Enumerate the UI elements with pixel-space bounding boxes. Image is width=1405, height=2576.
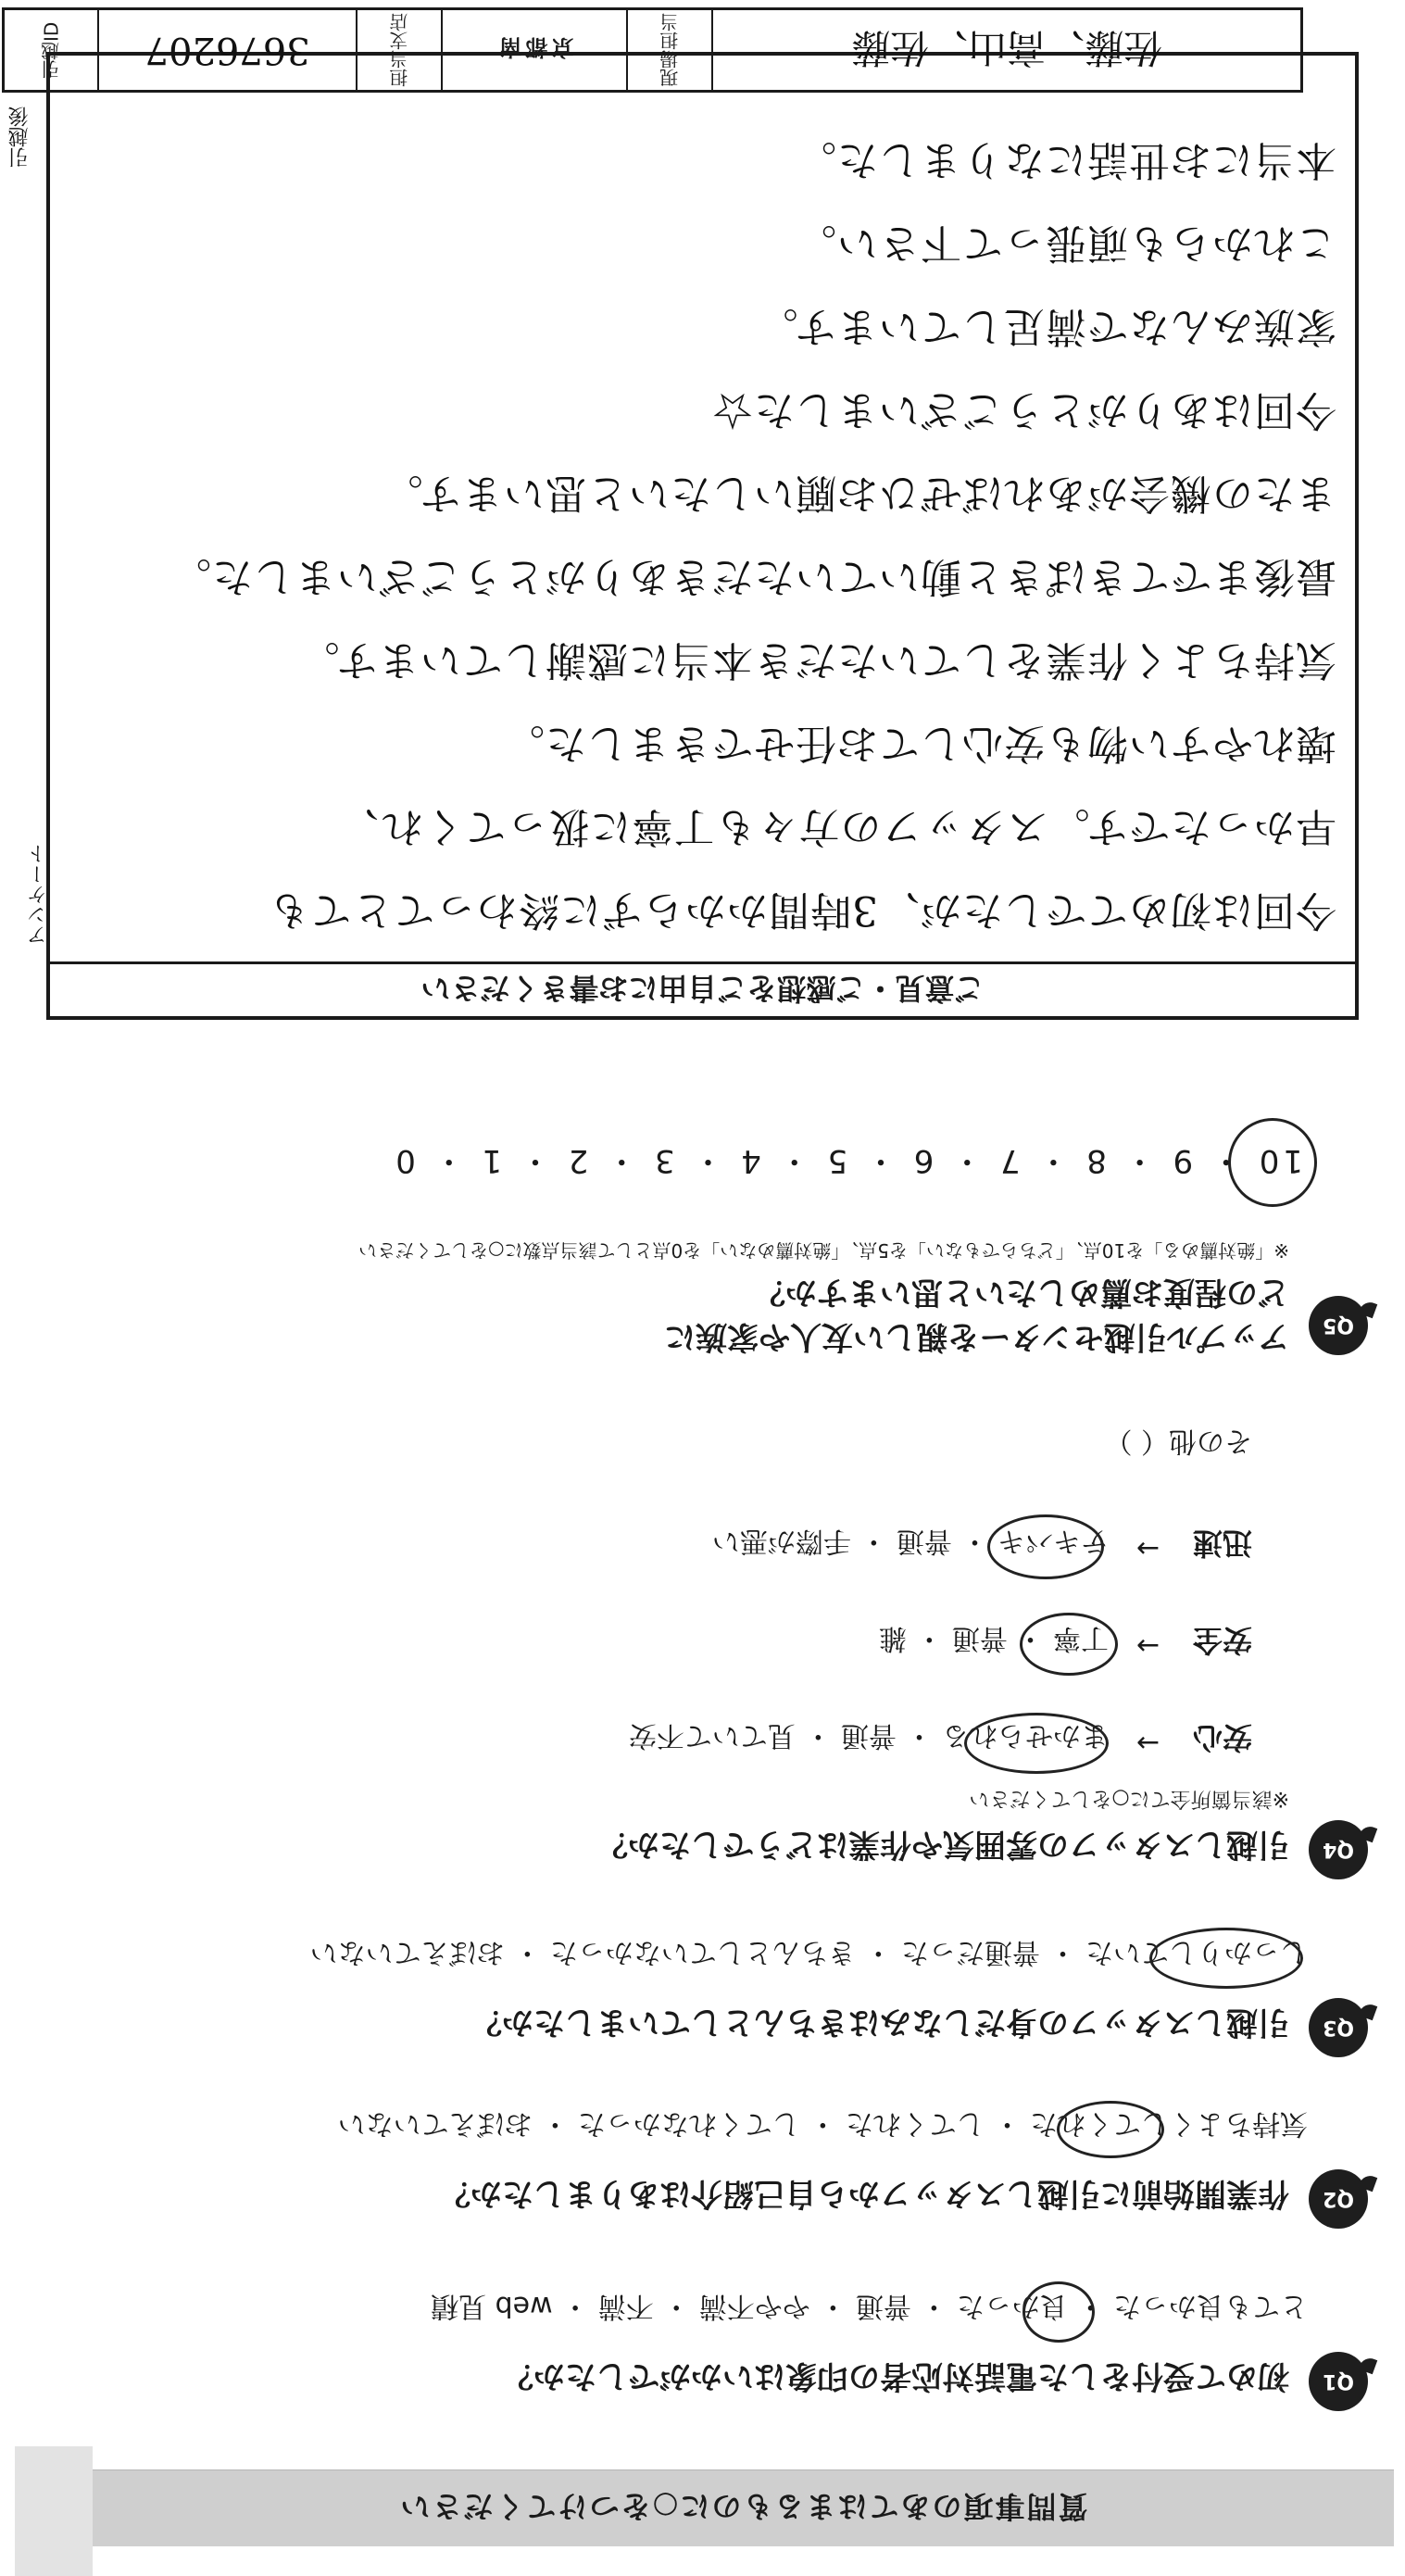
branch-label: 担当支店 [356,10,441,90]
q4-question: 引越しスタッフの雰囲気や作業はどうでしたか？ [596,1826,1289,1863]
q4-note: ※該当箇所全てに○をしてください [969,1787,1289,1810]
q4-number: Q4 [1323,1838,1355,1862]
q2-question: 作業開始前に引越しスタッフから自己紹介はありましたか？ [439,2175,1289,2212]
comment-line-5: 最後までてきぱきと動いていただきありがとうございました。 [169,553,1336,600]
comment-line-8: 家族みんなで満足しています。 [756,303,1336,350]
comment-line-10: 本当にお世話になりました。 [795,136,1336,183]
comment-line-1: 今回は初めてでしたが、3時間かからずに終わってとても [268,886,1336,934]
q4-row2-arrow: → [1135,1629,1160,1662]
q1-answer-circle [1022,2281,1095,2343]
q4-row1-options: まかせられる ・ 普通 ・ 見ていて不安 [628,1719,1109,1752]
comment-line-2: 早かったです。スタッフの方々も丁寧に扱ってくれ、 [336,803,1336,850]
q5-question-line2: どの程度お薦めしたいと思いますか？ [754,1274,1289,1311]
q1-options: とても良かった ・ 良かった ・ 普通 ・ やや不満 ・ 不満 ・ web 見積 [431,2290,1308,2322]
comment-line-4: 気持ちよく作業をしていただき本当に感謝しています。 [297,636,1336,684]
q2-answer-circle [1057,2101,1164,2158]
q3-answer-circle [1149,1928,1303,1989]
q4-row3-label: 迅速 [1192,1526,1252,1561]
q3-options: しっかりしていた ・ 普通だった ・ きちんとしていなかった ・ おぼえていない [309,1936,1308,1968]
q4-row3-options: テキパキ ・ 普通 ・ 手際が悪い [711,1525,1109,1557]
comment-line-7: 今回はありがとうございました☆ [711,386,1336,434]
margin-note-right: アンケート [27,844,50,946]
margin-note-left: 引越後 [8,107,31,168]
q1-number: Q1 [1323,2369,1355,2394]
branch-stamp: 京都南 [441,10,626,90]
q4-row1-circle [964,1713,1109,1774]
q4-row1-label: 安心 [1192,1720,1252,1755]
q2-number: Q2 [1323,2187,1355,2211]
q5-answer-circle [1228,1118,1317,1207]
comment-header: ご意見・ご感想をご自由にお書きください [50,961,1355,1016]
q4-row2-label: 安全 [1192,1623,1252,1658]
q5-number: Q5 [1323,1313,1355,1338]
instruction-banner [93,2469,1394,2546]
q4-row3-circle [987,1514,1104,1579]
q2-icon [1309,2169,1368,2229]
comment-line-6: またの機会があればぜひお願いしたいと思います。 [381,470,1336,517]
info-table [2,7,1303,93]
q1-question: 初めて受付をした電話対応者の印象はいかがでしたか？ [502,2357,1289,2394]
q4-icon [1309,1820,1368,1879]
instruction-text: 質問事項のあてはまるものに○をつけてください [398,2489,1088,2524]
manager-label: 現場担当 [626,10,711,90]
q5-icon [1309,1296,1368,1355]
q5-question-line1: アップル引越センターを親しい友人や家族に [664,1318,1289,1355]
q4-other: その他（ ） [1104,1425,1252,1457]
q3-question: 引越しスタッフの身だしなみはきちんとしていましたか？ [470,2004,1289,2041]
q5-note: ※「絶対薦める」を10点、「どちらでもない」を5点、「絶対薦めない」を0点として該当点数に○をしてください [358,1239,1289,1262]
q4-row2-circle [1020,1613,1118,1676]
q4-row2-options: 丁寧 ・ 普通 ・ 雑 [878,1622,1109,1654]
comment-line-3: 壊れやすい物も安心してお任せできました。 [503,720,1336,767]
q1-icon [1309,2352,1368,2411]
banner-edge [15,2446,93,2576]
staff-names: 佐藤、高山、佐藤 [711,10,1300,90]
q3-number: Q3 [1323,2016,1355,2040]
comment-line-9: これからも頑張って下さい。 [795,220,1336,267]
q2-options: 気持ちよくしてくれた ・ してくれた ・ してくれなかった ・ おぼえていない [337,2107,1308,2140]
q5-scale: 10 ・ 9 ・ 8 ・ 7 ・ 6 ・ 5 ・ 4 ・ 3 ・ 2 ・ 1 ・ 0 [392,1142,1303,1179]
comment-box [46,52,1359,1020]
q4-row3-arrow: → [1135,1532,1160,1564]
move-id-value: 3676207 [97,10,356,90]
move-id-label: 引越ID [40,21,63,79]
q4-row1-arrow: → [1135,1727,1160,1759]
q3-icon [1309,1998,1368,2057]
